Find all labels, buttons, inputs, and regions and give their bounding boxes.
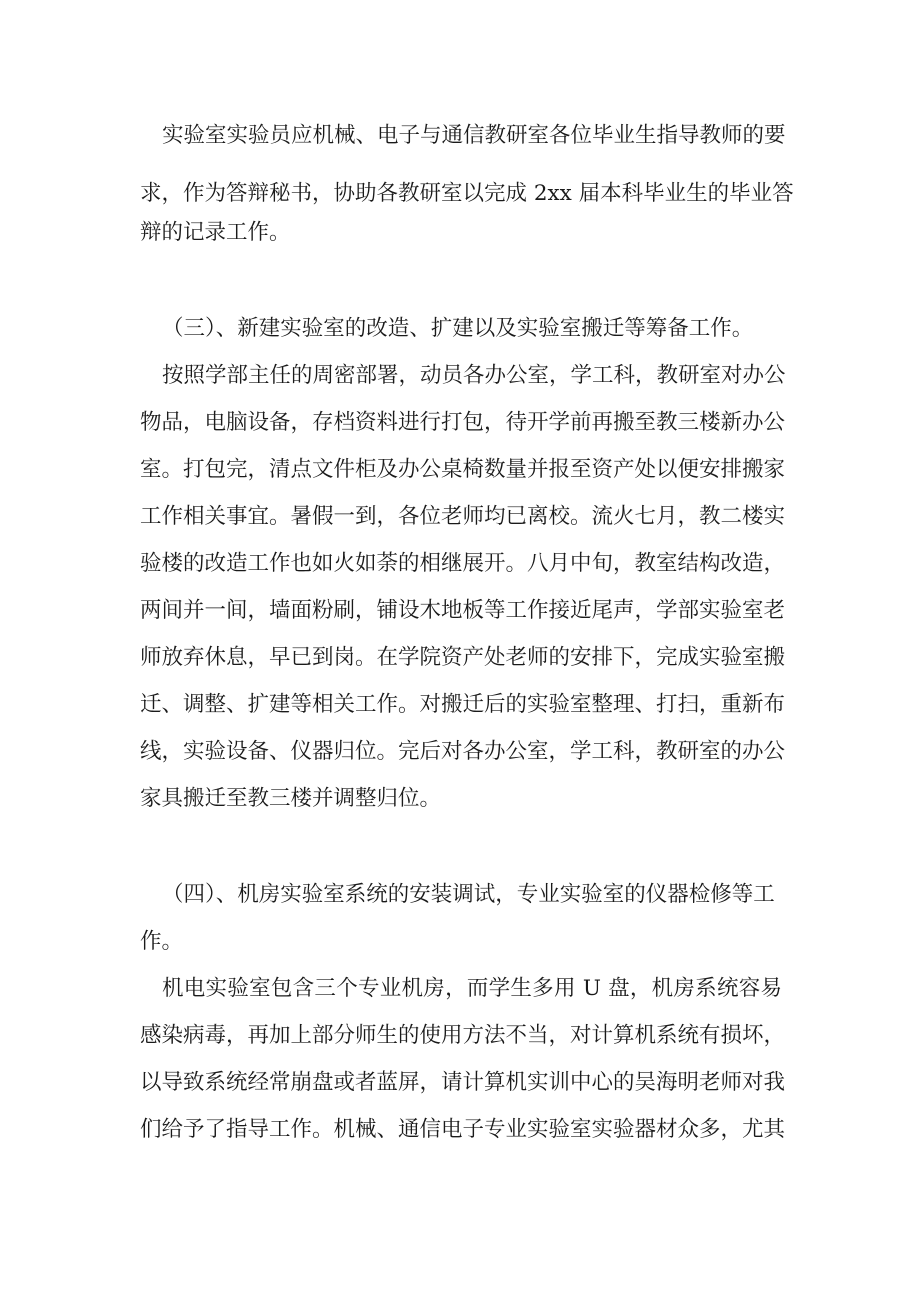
paragraph-3-line-4: 们给予了指导工作。机械、通信电子专业实验室实验器材众多，尤其 <box>140 1117 786 1142</box>
paragraph-3-line-1: 机电实验室包含三个专业机房，而学生多用 U 盘，机房系统容易 <box>162 976 782 1001</box>
paragraph-2-line-9: 线，实验设备、仪器归位。完后对各办公室，学工科，教研室的办公 <box>140 739 786 764</box>
paragraph-2-line-3: 室。打包完，清点文件柜及办公桌椅数量并报至资产处以便安排搬家 <box>140 457 786 482</box>
paragraph-1-line-1: 实验室实验员应机械、电子与通信教研室各位毕业生指导教师的要 <box>162 123 786 148</box>
paragraph-2-line-1: 按照学部主任的周密部署，动员各办公室，学工科，教研室对办公 <box>162 363 786 388</box>
paragraph-2-line-4: 工作相关事宜。暑假一到，各位老师均已离校。流火七月，教二楼实 <box>140 504 786 529</box>
paragraph-2-line-7: 师放弃休息，早已到岗。在学院资产处老师的安排下，完成实验室搬 <box>140 645 786 670</box>
section-heading-4-line-2: 作。 <box>140 929 184 954</box>
paragraph-1-line-2: 求，作为答辩秘书，协助各教研室以完成 2xx 届本科毕业生的毕业答 <box>140 181 794 206</box>
section-heading-4-line-1: （四）、机房实验室系统的安装调试，专业实验室的仪器检修等工 <box>162 882 775 907</box>
paragraph-3-line-3: 以导致系统经常崩盘或者蓝屏，请计算机实训中心的吴海明老师对我 <box>140 1070 786 1095</box>
paragraph-3-line-2: 感染病毒，再加上部分师生的使用方法不当，对计算机系统有损坏， <box>140 1023 786 1048</box>
section-heading-3: （三）、新建实验室的改造、扩建以及实验室搬迁等筹备工作。 <box>162 316 754 341</box>
paragraph-2-line-8: 迁、调整、扩建等相关工作。对搬迁后的实验室整理、打扫，重新布 <box>140 692 786 717</box>
paragraph-2-line-6: 两间并一间，墙面粉刷，铺设木地板等工作接近尾声，学部实验室老 <box>140 598 786 623</box>
paragraph-2-line-10: 家具搬迁至教三楼并调整归位。 <box>140 786 442 811</box>
paragraph-2-line-5: 验楼的改造工作也如火如荼的相继展开。八月中旬，教室结构改造， <box>140 551 786 576</box>
paragraph-2-line-2: 物品，电脑设备，存档资料进行打包，待开学前再搬至教三楼新办公 <box>140 410 786 435</box>
paragraph-1-line-3: 辩的记录工作。 <box>140 220 291 245</box>
